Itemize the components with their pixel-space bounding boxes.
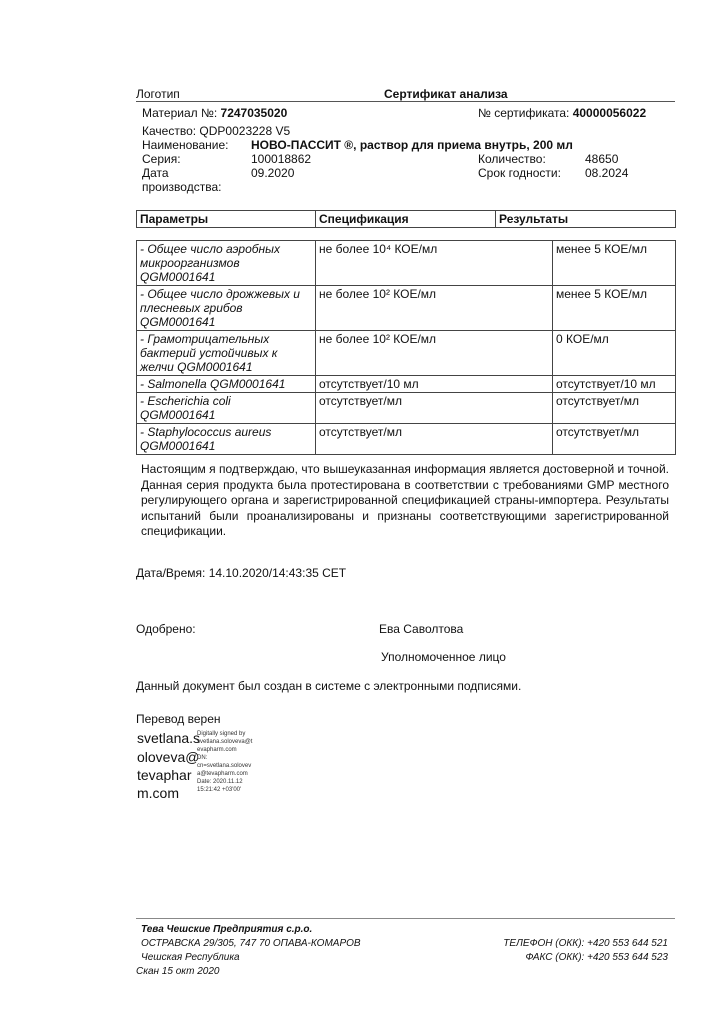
footer-divider: [136, 918, 675, 919]
result-cell: отсутствует/10 мл: [553, 376, 676, 393]
header-divider: [136, 101, 675, 102]
param-cell: - Общее число аэробных микроорганизмов QGM0001641: [137, 241, 316, 286]
signature-line: tevaphar: [137, 767, 192, 783]
signature-detail: 15:21:42 +03'00': [197, 787, 242, 793]
footer-company: Тева Чешские Предприятия с.р.о.: [141, 924, 313, 935]
expiry-value: 08.2024: [585, 166, 629, 180]
param-cell: - Staphylococcus aureus QGM0001641: [137, 424, 316, 455]
spec-cell: не более 10² КОЕ/мл: [316, 331, 553, 376]
spec-cell: отсутствует/мл: [316, 393, 553, 424]
result-cell: отсутствует/мл: [553, 424, 676, 455]
spec-cell: не более 10² КОЕ/мл: [316, 286, 553, 331]
result-cell: отсутствует/мл: [553, 393, 676, 424]
param-cell: - Общее число дрожжевых и плесневых грибов QGM0001641: [137, 286, 316, 331]
signature-line: svetlana.s: [137, 730, 201, 746]
param-cell: - Salmonella QGM0001641: [137, 376, 316, 393]
spec-cell: отсутствует/10 мл: [316, 376, 553, 393]
production-date-label-2: производства:: [142, 180, 222, 194]
signature-line: m.com: [137, 785, 179, 801]
table-row: [137, 424, 676, 455]
series-label: Серия:: [142, 152, 181, 166]
header-specification: Спецификация: [316, 211, 496, 228]
footer-scan-note: Скан 15 окт 2020: [136, 966, 220, 977]
certification-statement: Настоящим я подтверждаю, что вышеуказанная информация является достоверной и точной. Данная серия продукта была протестирована в соответствии с требованиями GMP местного регулирующего органа и зарегистрированной спецификацией страны-импортера. Результаты испытаний были проанализированы и признаны соответствующими зарегистрированной спецификации.: [141, 462, 669, 538]
signature-detail: cn=svetlana.solovev: [197, 763, 252, 769]
expiry-label: Срок годности:: [478, 166, 561, 180]
product-name-label: Наименование:: [142, 138, 229, 152]
footer-phone: ТЕЛЕФОН (ОКК): +420 553 644 521: [503, 938, 668, 949]
logo-placeholder: Логотип: [136, 87, 180, 101]
signature-line: oloveva@: [137, 749, 200, 765]
footer-address: ОСТРАВСКА 29/305, 747 70 ОПАВА-КОМАРОВ: [141, 938, 361, 949]
param-cell: - Escherichia coli QGM0001641: [137, 393, 316, 424]
param-cell: - Грамотрицательных бактерий устойчивых к желчи QGM0001641: [137, 331, 316, 376]
quantity-value: 48650: [585, 152, 619, 166]
signature-detail: Digitally signed by: [197, 731, 246, 737]
result-cell: менее 5 КОЕ/мл: [553, 286, 676, 331]
footer-country: Чешская Республика: [141, 952, 240, 963]
signature-detail: evapharm.com: [197, 747, 237, 753]
quality-code: Качество: QDP0023228 V5: [142, 124, 291, 138]
header-results: Результаты: [496, 211, 676, 228]
esign-note: Данный документ был создан в системе с электронными подписями.: [136, 679, 522, 693]
results-table-header: [136, 210, 676, 228]
translation-label: Перевод верен: [136, 712, 221, 726]
signature-detail: svetlana.soloveva@t: [197, 739, 253, 745]
table-row: [137, 241, 676, 286]
spec-cell: отсутствует/мл: [316, 424, 553, 455]
approver-role: Уполномоченное лицо: [381, 650, 506, 664]
signature-detail: a@tevapharm.com: [197, 771, 248, 777]
certificate-number: № сертификата: 40000056022: [478, 106, 647, 120]
table-row: [137, 376, 676, 393]
approved-label: Одобрено:: [136, 622, 196, 636]
table-row: [137, 393, 676, 424]
quantity-label: Количество:: [478, 152, 546, 166]
material-number: Материал №: 7247035020: [142, 106, 288, 120]
production-date-label: Дата: [142, 166, 169, 180]
header-parameters: Параметры: [137, 211, 316, 228]
series-value: 100018862: [251, 152, 312, 166]
production-date-value: 09.2020: [251, 166, 295, 180]
signature-detail: DN:: [197, 755, 208, 761]
approver-name: Ева Саволтова: [379, 622, 464, 636]
results-table: [136, 240, 676, 455]
spec-cell: не более 10⁴ КОЕ/мл: [316, 241, 553, 286]
result-cell: менее 5 КОЕ/мл: [553, 241, 676, 286]
footer-fax: ФАКС (ОКК): +420 553 644 523: [525, 952, 668, 963]
document-title: Сертификат анализа: [384, 87, 508, 101]
table-row: [137, 331, 676, 376]
signature-detail: Date: 2020.11.12: [197, 779, 243, 785]
product-name: НОВО-ПАССИТ ®, раствор для приема внутрь, 200 мл: [251, 138, 573, 152]
result-cell: 0 КОЕ/мл: [553, 331, 676, 376]
date-time: Дата/Время: 14.10.2020/14:43:35 CET: [136, 566, 347, 580]
table-row: [137, 286, 676, 331]
